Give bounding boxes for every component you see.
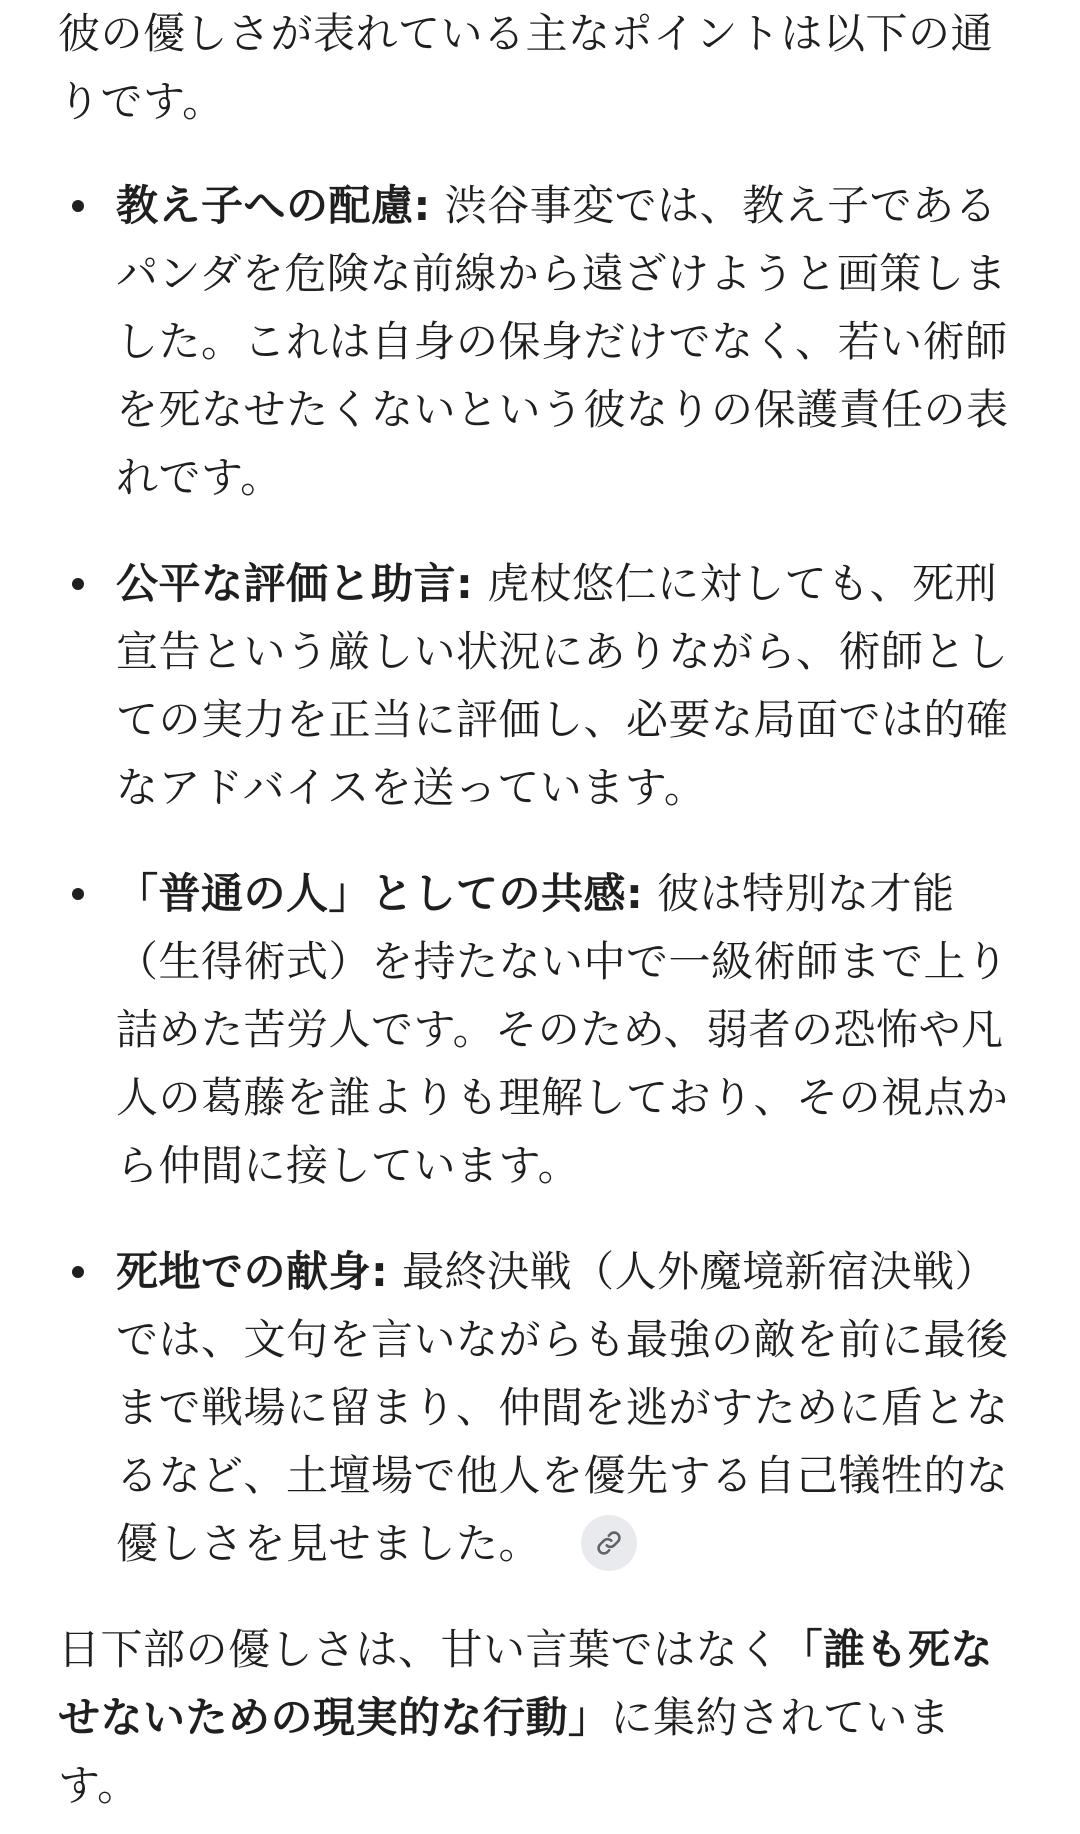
point-text: 最終決戦（人外魔境新宿決戦）では、文句を言いながらも最強の敵を前に最後まで戦場に留まり、仲間を逃がすために盾となるなど、土壇場で他人を優先する自己犠牲的な優しさを見せました。 bbox=[116, 1247, 1009, 1568]
summary-paragraph bbox=[58, 1616, 1022, 1820]
list-item bbox=[58, 860, 1022, 1200]
intro-paragraph: 彼の優しさが表れている主なポイントは以下の通りです。 bbox=[58, 9, 994, 126]
list-item bbox=[58, 550, 1022, 822]
bullet-icon bbox=[72, 1266, 84, 1278]
summary-before: 日下部の優しさは、甘い言葉ではなく bbox=[58, 1625, 781, 1674]
link-icon bbox=[595, 1529, 623, 1557]
point-term: 死地での献身: bbox=[116, 1247, 389, 1296]
summary-after: に集約されています。 bbox=[58, 1693, 951, 1810]
point-term: 教え子への配慮: bbox=[116, 181, 431, 230]
points-list bbox=[58, 172, 1022, 1578]
point-term: 「普通の人」としての共感: bbox=[116, 869, 644, 918]
point-term: 公平な評価と助言: bbox=[116, 559, 474, 608]
list-item bbox=[58, 1238, 1022, 1578]
list-item bbox=[58, 172, 1022, 512]
point-text: 彼は特別な才能（生得術式）を持たない中で一級術師まで上り詰めた苦労人です。そのため、弱者の恐怖や凡人の葛藤を誰よりも理解しており、その視点から仲間に接しています。 bbox=[116, 869, 1009, 1190]
bullet-icon bbox=[72, 888, 84, 900]
point-text: 虎杖悠仁に対しても、死刑宣告という厳しい状況にありながら、術師としての実力を正当に評価し、必要な局面では的確なアドバイスを送っています。 bbox=[116, 559, 1009, 812]
point-text: 渋谷事変では、教え子であるパンダを危険な前線から遠ざけようと画策しました。これは自身の保身だけでなく、若い術師を死なせたくないという彼なりの保護責任の表れです。 bbox=[116, 181, 1009, 502]
bullet-icon bbox=[72, 578, 84, 590]
source-link-button[interactable] bbox=[581, 1515, 637, 1571]
bullet-icon bbox=[72, 200, 84, 212]
summary-emphasis: 「誰も死なせないための現実的な行動」 bbox=[58, 1625, 994, 1742]
